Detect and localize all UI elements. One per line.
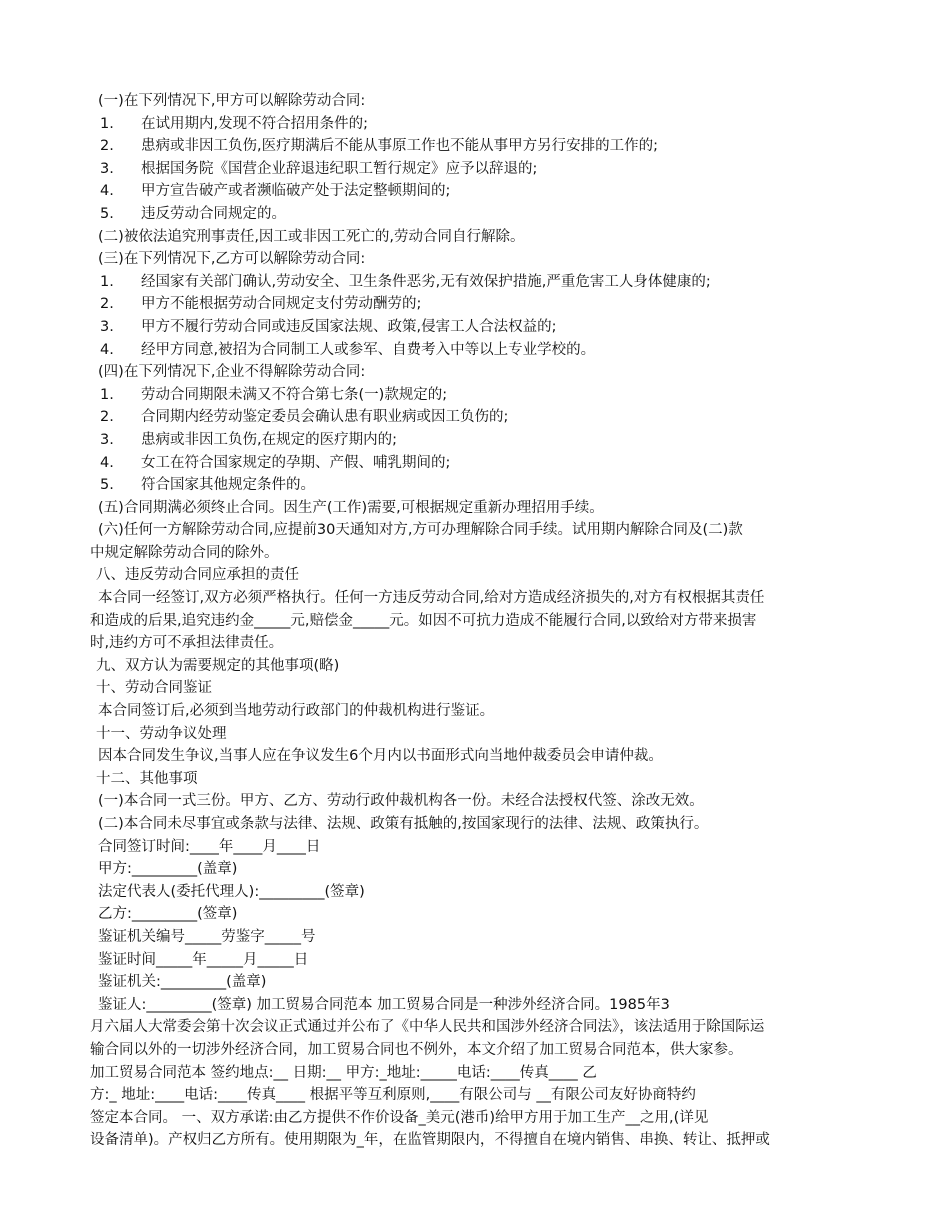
line-text: 因本合同发生争议,当事人应在争议发生6个月内以书面形式向当地仲裁委员会申请仲裁。: [98, 748, 663, 765]
line-text: 乙方:_________(签章): [98, 906, 238, 923]
list-number: 3.: [100, 160, 114, 177]
line-text: 九、双方认为需要规定的其他事项(略): [96, 657, 340, 674]
line-text: (四)在下列情况下,企业不得解除劳动合同:: [98, 364, 366, 381]
text-line: [90, 339, 865, 362]
line-text: (一)在下列情况下,甲方可以解除劳动合同:: [98, 93, 366, 109]
line-text: 患病或非因工负伤,在规定的医疗期内的;: [141, 431, 397, 448]
list-number: 2.: [100, 296, 114, 313]
text-line: [90, 203, 865, 226]
text-line: [90, 994, 865, 1017]
line-text: 十、劳动合同鉴证: [96, 680, 212, 697]
line-text: 经国家有关部门确认,劳动安全、卫生条件恶劣,无有效保护措施,严重危害工人身体健康的;: [141, 273, 711, 290]
text-line: [90, 226, 865, 249]
text-line: [90, 745, 865, 768]
line-text: (三)在下列情况下,乙方可以解除劳动合同:: [98, 251, 366, 268]
line-text: 八、违反劳动合同应承担的责任: [96, 567, 299, 584]
text-line: [90, 474, 865, 497]
document-body: [90, 90, 865, 1152]
line-text: 设备清单)。产权归乙方所有。使用期限为_年，在监管期限内，不得擅自在境内销售、串换、转让、抵押或: [90, 1132, 770, 1149]
text-line: [90, 1107, 865, 1130]
text-line: [90, 971, 865, 994]
line-text: 签定本合同。 一、双方承诺:由乙方提供不作价设备_美元(港币)给甲方用于加工生产__之用,(详见: [90, 1109, 709, 1126]
line-text: 经甲方同意,被招为合同制工人或参军、自费考入中等以上专业学校的。: [141, 341, 596, 358]
text-line: [90, 768, 865, 791]
text-line: [90, 903, 865, 926]
line-text: 鉴证时间_____年_____月_____日: [98, 951, 309, 968]
line-text: 方:_ 地址:____电话:____传真____ 根据平等互利原则,____有限公司与 __有限公司友好协商特约: [90, 1087, 696, 1104]
text-line: [90, 180, 865, 203]
text-line: [90, 293, 865, 316]
text-line: [90, 926, 865, 949]
line-text: 输合同以外的一切涉外经济合同，加工贸易合同也不例外，本文介绍了加工贸易合同范本，供大家参。: [90, 1041, 743, 1058]
text-line: [90, 790, 865, 813]
text-line: [90, 1062, 865, 1085]
list-number: 1.: [100, 273, 114, 290]
text-line: [90, 677, 865, 700]
text-line: [90, 1084, 865, 1107]
line-text: 本合同签订后,必须到当地劳动行政部门的仲裁机构进行鉴证。: [98, 703, 495, 720]
line-text: (二)本合同未尽事宜或条款与法律、法规、政策有抵触的,按国家现行的法律、法规、政策执行。: [98, 816, 709, 832]
text-line: [90, 361, 865, 384]
text-line: [90, 113, 865, 136]
text-line: [90, 881, 865, 904]
line-text: (五)合同期满必须终止合同。因生产(工作)需要,可根据规定重新办理招用手续。: [98, 499, 604, 516]
list-number: 1.: [100, 386, 114, 403]
line-text: 鉴证人:_________(签章) 加工贸易合同范本 加工贸易合同是一种涉外经济合同。1985年3: [98, 996, 670, 1013]
list-number: 4.: [100, 341, 114, 358]
line-text: 劳动合同期限未满又不符合第七条(一)款规定的;: [141, 386, 448, 403]
text-line: [90, 135, 865, 158]
text-line: [90, 542, 865, 565]
line-text: 本合同一经签订,双方必须严格执行。任何一方违反劳动合同,给对方造成经济损失的,对方有权根据其责任: [98, 590, 765, 607]
list-number: 3.: [100, 431, 114, 448]
line-text: 月六届人大常委会第十次会议正式通过并公布了《中华人民共和国涉外经济合同法》，该法适用于除国际运: [90, 1019, 765, 1036]
text-line: [90, 858, 865, 881]
line-text: 患病或非因工负伤,医疗期满后不能从事原工作也不能从事甲方另行安排的工作的;: [141, 138, 658, 155]
text-line: [90, 949, 865, 972]
list-number: 1.: [100, 115, 114, 132]
line-text: 合同期内经劳动鉴定委员会确认患有职业病或因工负伤的;: [141, 409, 509, 426]
text-line: [90, 1039, 865, 1062]
text-line: [90, 90, 865, 113]
text-line: [90, 610, 865, 633]
text-line: [90, 406, 865, 429]
line-text: 甲方:_________(盖章): [98, 861, 238, 878]
text-line: [90, 429, 865, 452]
line-text: 鉴证机关编号_____劳鉴字_____号: [98, 928, 316, 945]
list-number: 4.: [100, 183, 114, 200]
line-text: 合同签订时间:____年____月____日: [98, 838, 321, 855]
line-text: (一)本合同一式三份。甲方、乙方、劳动行政仲裁机构各一份。未经合法授权代签、涂改无效。: [98, 793, 704, 810]
text-line: [90, 248, 865, 271]
text-line: [90, 158, 865, 181]
list-number: 2.: [100, 138, 114, 155]
text-line: [90, 1129, 865, 1152]
line-text: 根据国务院《国营企业辞退违纪职工暂行规定》应予以辞退的;: [141, 160, 538, 177]
list-number: 2.: [100, 409, 114, 426]
line-text: 和造成的后果,追究违约金_____元,赔偿金_____元。如因不可抗力造成不能履行合同,以致给对方带来损害: [90, 612, 757, 629]
line-text: 鉴证机关:_________(盖章): [98, 974, 267, 991]
line-text: (二)被依法追究刑事责任,因工或非因工死亡的,劳动合同自行解除。: [98, 228, 525, 245]
line-text: 十二、其他事项: [96, 770, 198, 787]
list-number: 3.: [100, 318, 114, 335]
list-number: 4.: [100, 454, 114, 471]
text-line: [90, 723, 865, 746]
line-text: 甲方宣告破产或者濒临破产处于法定整顿期间的;: [141, 183, 451, 200]
text-line: [90, 519, 865, 542]
line-text: 甲方不能根据劳动合同规定支付劳动酬劳的;: [141, 296, 422, 313]
list-number: 5.: [100, 477, 114, 494]
line-text: 十一、劳动争议处理: [96, 725, 227, 742]
text-line: [90, 587, 865, 610]
line-text: 甲方不履行劳动合同或违反国家法规、政策,侵害工人合法权益的;: [141, 318, 557, 335]
line-text: 女工在符合国家规定的孕期、产假、哺乳期间的;: [141, 454, 451, 471]
line-text: 中规定解除劳动合同的除外。: [90, 544, 279, 561]
line-text: (六)任何一方解除劳动合同,应提前30天通知对方,方可办理解除合同手续。试用期内解除合同及(二)款: [98, 522, 743, 539]
text-line: [90, 813, 865, 836]
line-text: 符合国家其他规定条件的。: [141, 477, 315, 494]
text-line: [90, 271, 865, 294]
line-text: 时,违约方可不承担法律责任。: [90, 635, 284, 652]
text-line: [90, 655, 865, 678]
text-line: [90, 836, 865, 859]
text-line: [90, 384, 865, 407]
text-line: [90, 452, 865, 475]
line-text: 在试用期内,发现不符合招用条件的;: [141, 115, 368, 132]
text-line: [90, 497, 865, 520]
text-line: [90, 564, 865, 587]
text-line: [90, 700, 865, 723]
text-line: [90, 1016, 865, 1039]
text-line: [90, 632, 865, 655]
line-text: 法定代表人(委托代理人):_________(签章): [98, 883, 365, 900]
text-line: [90, 316, 865, 339]
line-text: 加工贸易合同范本 签约地点:__ 日期:__ 甲方:_地址:_____电话:____传真____ 乙: [90, 1064, 597, 1081]
list-number: 5.: [100, 205, 114, 222]
line-text: 违反劳动合同规定的。: [141, 205, 286, 222]
